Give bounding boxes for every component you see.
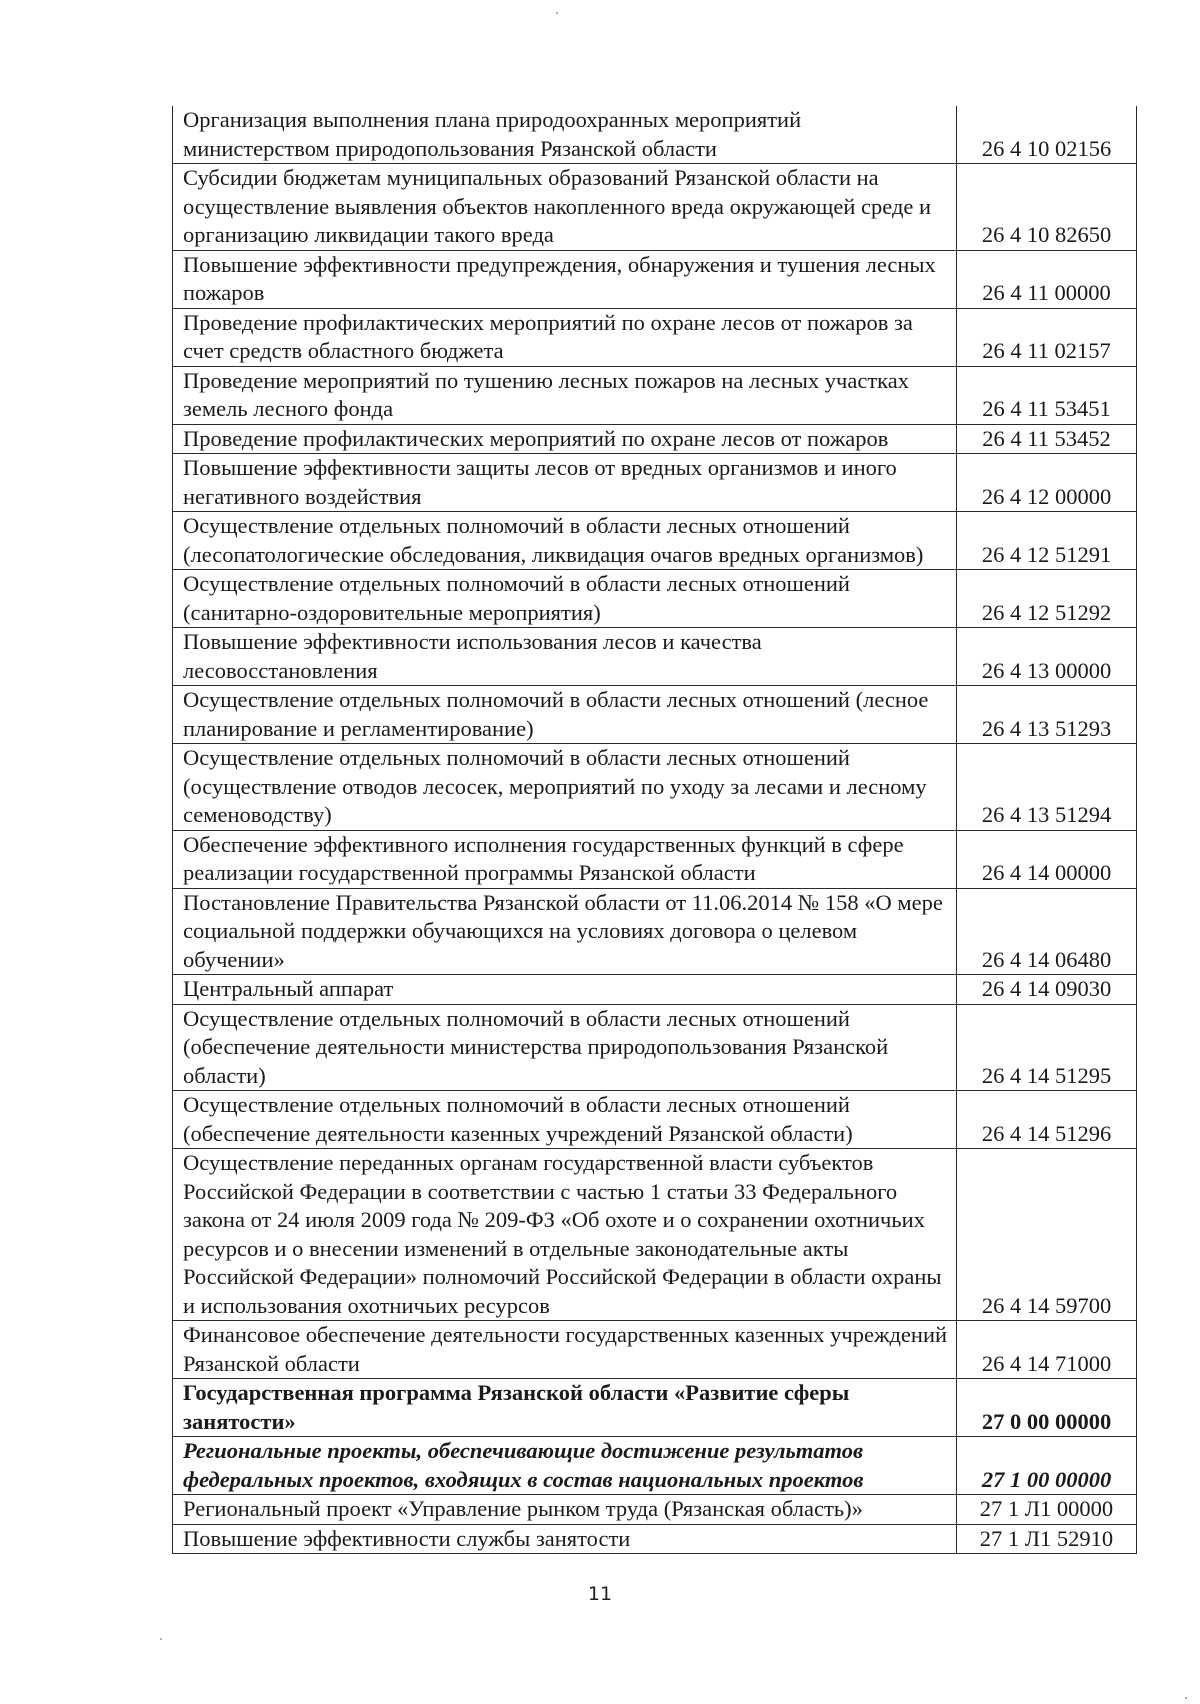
row-description: Осуществление отдельных полномочий в области лесных отношений (лесопатологические обследования, ликвидация очагов вредных организмов) [173,512,957,570]
row-code: 27 1 Л1 00000 [957,1495,1137,1525]
row-description: Повышение эффективности защиты лесов от вредных организмов и иного негативного воздействия [173,454,957,512]
scan-speck [160,1638,162,1640]
row-description: Осуществление переданных органам государственной власти субъектов Российской Федерации в соответствии с частью 1 статьи 33 Федерального закона от 24 июля 2009 года № 209-ФЗ «Об охоте и о сохранении охотничьих ресурсов и о внесении изменений в отдельные законодательные акты Российской Федерации» полномочий Российской Федерации в области охраны и использования охотничьих ресурсов [173,1149,957,1321]
row-description: Региональный проект «Управление рынком труда (Рязанская область)» [173,1495,957,1525]
row-code: 26 4 11 00000 [957,250,1137,308]
row-description: Постановление Правительства Рязанской области от 11.06.2014 № 158 «О мере социальной поддержки обучающихся на условиях договора о целевом обучении» [173,888,957,975]
table-row [173,512,1137,570]
scan-speck [1185,1697,1187,1699]
table-row [173,454,1137,512]
row-code: 26 4 13 51293 [957,686,1137,744]
scan-speck [556,12,558,14]
row-code: 26 4 10 02156 [957,106,1137,164]
row-description: Осуществление отдельных полномочий в области лесных отношений (обеспечение деятельности министерства природопользования Рязанской области) [173,1004,957,1091]
row-code: 26 4 11 53451 [957,366,1137,424]
row-description: Осуществление отдельных полномочий в области лесных отношений (осуществление отводов лесосек, мероприятий по уходу за лесами и лесному семеноводству) [173,744,957,831]
row-description: Осуществление отдельных полномочий в области лесных отношений (обеспечение деятельности казенных учреждений Рязанской области) [173,1091,957,1149]
table-row [173,975,1137,1005]
row-code: 27 1 Л1 52910 [957,1524,1137,1554]
row-description: Региональные проекты, обеспечивающие достижение результатов федеральных проектов, входящих в состав национальных проектов [173,1437,957,1495]
row-code: 26 4 14 51296 [957,1091,1137,1149]
row-description: Организация выполнения плана природоохранных мероприятий министерством природопользования Рязанской области [173,106,957,164]
row-code: 26 4 14 51295 [957,1004,1137,1091]
table-row [173,570,1137,628]
row-description: Финансовое обеспечение деятельности государственных казенных учреждений Рязанской области [173,1321,957,1379]
table-row [173,1495,1137,1525]
table-row [173,164,1137,251]
table-row-program [173,1379,1137,1437]
table-row [173,1524,1137,1554]
row-code: 26 4 12 51292 [957,570,1137,628]
table-row [173,424,1137,454]
row-code: 26 4 12 00000 [957,454,1137,512]
budget-classification-table [172,106,1137,1554]
table-row [173,744,1137,831]
table-row [173,1321,1137,1379]
table-row [173,366,1137,424]
row-description: Проведение профилактических мероприятий по охране лесов от пожаров [173,424,957,454]
row-code: 26 4 14 06480 [957,888,1137,975]
row-code: 26 4 11 53452 [957,424,1137,454]
table-row [173,250,1137,308]
row-description: Осуществление отдельных полномочий в области лесных отношений (санитарно-оздоровительные мероприятия) [173,570,957,628]
row-description: Повышение эффективности использования лесов и качества лесовосстановления [173,628,957,686]
row-description: Проведение профилактических мероприятий по охране лесов от пожаров за счет средств областного бюджета [173,308,957,366]
row-code: 26 4 14 71000 [957,1321,1137,1379]
row-description: Государственная программа Рязанской области «Развитие сферы занятости» [173,1379,957,1437]
table-row [173,1004,1137,1091]
table-row [173,888,1137,975]
page-number: 11 [587,1583,613,1605]
row-description: Повышение эффективности службы занятости [173,1524,957,1554]
row-description: Центральный аппарат [173,975,957,1005]
row-code: 26 4 14 09030 [957,975,1137,1005]
table-row [173,106,1137,164]
table-row [173,686,1137,744]
table-row [173,1091,1137,1149]
row-code: 26 4 13 00000 [957,628,1137,686]
row-code: 26 4 14 00000 [957,830,1137,888]
row-code: 27 1 00 00000 [957,1437,1137,1495]
table-row-regional-projects [173,1437,1137,1495]
row-description: Повышение эффективности предупреждения, обнаружения и тушения лесных пожаров [173,250,957,308]
table-row [173,1149,1137,1321]
row-code: 26 4 12 51291 [957,512,1137,570]
table-row [173,628,1137,686]
row-code: 26 4 10 82650 [957,164,1137,251]
row-code: 26 4 13 51294 [957,744,1137,831]
table-body [173,106,1137,1554]
row-code: 26 4 14 59700 [957,1149,1137,1321]
row-description: Субсидии бюджетам муниципальных образований Рязанской области на осуществление выявления объектов накопленного вреда окружающей среде и организацию ликвидации такого вреда [173,164,957,251]
row-code: 27 0 00 00000 [957,1379,1137,1437]
table-row [173,308,1137,366]
row-description: Проведение мероприятий по тушению лесных пожаров на лесных участках земель лесного фонда [173,366,957,424]
row-code: 26 4 11 02157 [957,308,1137,366]
table-row [173,830,1137,888]
row-description: Обеспечение эффективного исполнения государственных функций в сфере реализации государственной программы Рязанской области [173,830,957,888]
row-description: Осуществление отдельных полномочий в области лесных отношений (лесное планирование и регламентирование) [173,686,957,744]
